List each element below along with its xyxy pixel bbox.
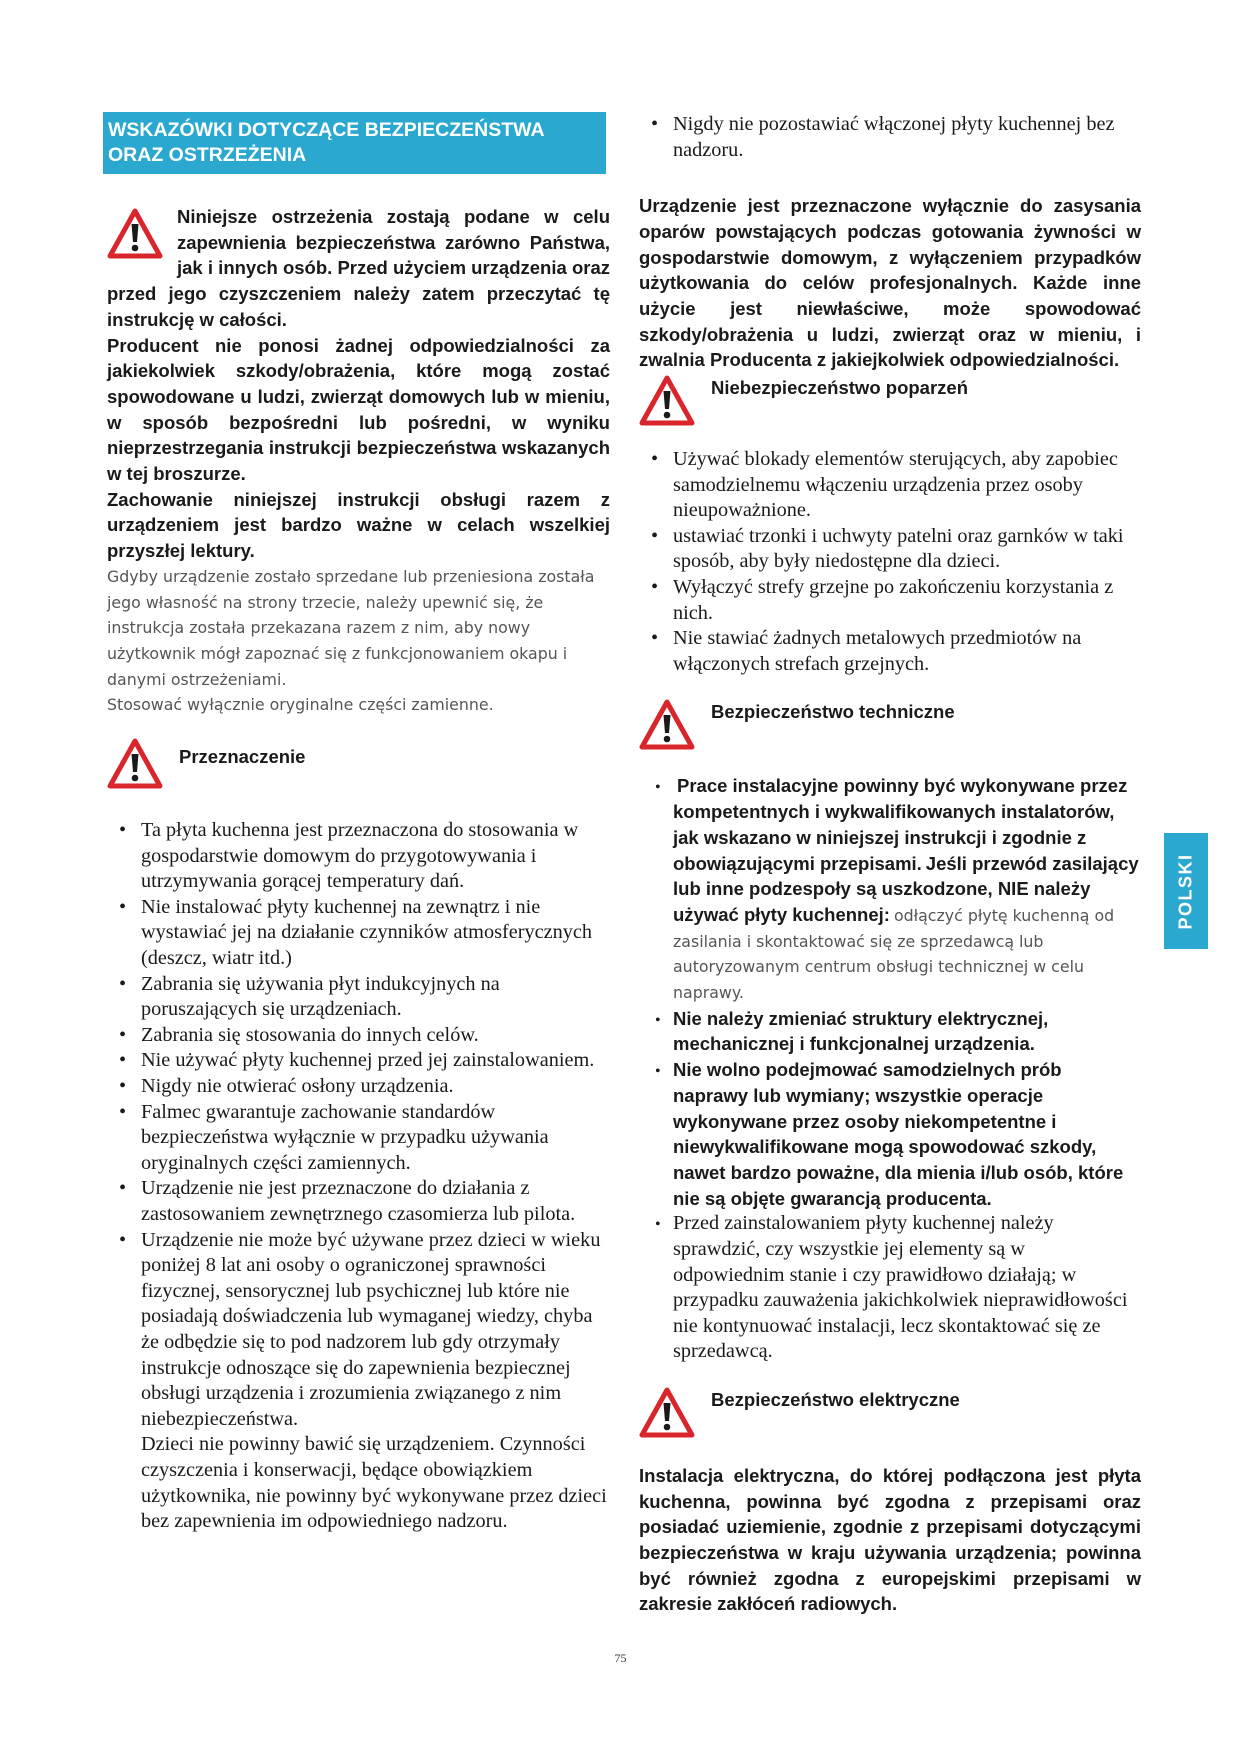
section-header: [103, 112, 606, 174]
burn-list: [639, 447, 1141, 677]
list-item: • Ta płyta kuchenna jest przeznaczona do stosowania w gospodarstwie domowym do przygotowywania i utrzymywania gorącej temperatury dań.: [107, 818, 610, 895]
warning-icon: [639, 699, 695, 751]
burn-heading: [639, 375, 1141, 427]
tech-heading: [639, 699, 1141, 751]
electrical-text: Instalacja elektryczna, do której podłączona jest płyta kuchenna, powinna być zgodna z przepisami oraz posiadać uziemienie, zgodnie z przepisami dotyczącymi bezpieczeństwa w kraju używania urządzenia; powinna być również zgodna z europejskimi przepisami w zakresie zakłóceń radiowych.: [639, 1464, 1141, 1615]
liability-text: Producent nie ponosi żadnej odpowiedzialności za jakiekolwiek szkody/obrażenia, które mogą zostać spowodowane u ludzi, zwierząt domowych lub w mieniu, w sposób bezpośredni lub pośredni, w wyniku nieprzestrzegania instrukcji bezpieczeństwa wskazanych w tej broszurze.: [107, 334, 610, 485]
list-item: • Nie stawiać żadnych metalowych przedmiotów na włączonych strefach grzejnych.: [639, 626, 1141, 677]
list-item: • Nie używać płyty kuchennej przed jej zainstalowaniem.: [107, 1048, 610, 1074]
warning-icon: [639, 1387, 695, 1439]
keep-manual-text: Zachowanie niniejszej instrukcji obsługi razem z urządzeniem jest bardzo ważne w celach wszelkiej przyszłej lektury.: [107, 488, 610, 562]
burn-title: Niebezpieczeństwo poparzeń: [711, 377, 968, 399]
list-item: • Nigdy nie otwierać osłony urządzenia.: [107, 1074, 610, 1100]
elec-heading: [639, 1387, 1141, 1439]
language-tab: [1164, 833, 1208, 949]
left-column: [107, 112, 610, 1535]
list-item: • Zabrania się używania płyt indukcyjnych na poruszających się urządzeniach.: [107, 972, 610, 1023]
list-item: • Urządzenie nie jest przeznaczone do działania z zastosowaniem zewnętrznego czasomierza lub pilota.: [107, 1176, 610, 1227]
tech-title: Bezpieczeństwo techniczne: [711, 701, 955, 723]
purpose-list: [107, 818, 610, 1432]
list-item: • Nie instalować płyty kuchennej na zewnątrz i nie wystawiać jej na działanie czynników atmosferycznych (deszcz, wiatr itd.): [107, 895, 610, 972]
intro-text: Niniejsze ostrzeżenia zostają podane w celu zapewnienia bezpieczeństwa zarówno Państwa, jak i innych osób. Przed użyciem urządzenia oraz przed jego czyszczeniem należy zatem przeczytać tę instrukcję w całości.: [107, 206, 610, 330]
list-item: • Używać blokady elementów sterujących, aby zapobiec samodzielnemu włączeniu urządzenia przez osoby nieupoważnione.: [639, 447, 1141, 524]
intro-block: [107, 204, 610, 718]
list-item: [639, 1006, 1141, 1057]
warning-icon: [639, 375, 695, 427]
tech-list: [639, 773, 1141, 1365]
purpose-heading: [107, 738, 610, 790]
warning-icon: [107, 738, 163, 790]
list-item: • Nigdy nie pozostawiać włączonej płyty kuchennej bez nadzoru.: [639, 112, 1141, 163]
list-item: • ustawiać trzonki i uchwyty patelni oraz garnków w taki sposób, aby były niedostępne dla dzieci.: [639, 524, 1141, 575]
tech-item-text: Jeśli przewód zasilający lub inne podzespoły są uszkodzone, NIE należy używać płyty kuchennej:: [673, 852, 1139, 925]
list-item: [639, 773, 1141, 1005]
right-column: [639, 112, 1141, 1617]
warning-icon: [107, 208, 163, 260]
original-parts-text: Stosować wyłącznie oryginalne części zamienne.: [107, 695, 494, 715]
tech-item-text: Nie wolno podejmować samodzielnych prób naprawy lub wymiany; wszystkie operacje wykonywane przez osoby niekompetentne i niewykwalifikowane mogą spowodować szkody, nawet bardzo poważne, dla mienia i/lub osób, które nie są objęte gwarancją producenta.: [673, 1059, 1124, 1209]
list-item: • Zabrania się stosowania do innych celów.: [107, 1023, 610, 1049]
header-title-line2: ORAZ OSTRZEŻENIA: [108, 144, 307, 166]
language-tab-label: POLSKI: [1175, 852, 1196, 930]
ownership-transfer-text: Gdyby urządzenie zostało sprzedane lub przeniesiona została jego własność na strony trzecie, należy upewnić się, że instrukcja została przekazana razem z nim, aby nowy użytkownik mógł zapoznać się z funkcjonowaniem okapu i danymi ostrzeżeniami.: [107, 566, 595, 689]
intended-use-text: Urządzenie jest przeznaczone wyłącznie do zasysania oparów powstających podczas gotowania żywności w gospodarstwie domowym, z wyłączeniem przypadków użytkowania do celów profesjonalnych. Każde inne użycie jest niewłaściwe, może spowodować szkody/obrażenia u ludzi, zwierząt oraz w mieniu, i zwalnia Producenta z jakiejkolwiek odpowiedzialności.: [639, 195, 1141, 371]
list-item: [639, 1211, 1141, 1365]
list-item: • Wyłączyć strefy grzejne po zakończeniu korzystania z nich.: [639, 575, 1141, 626]
tech-item-text: Prace instalacyjne powinny być wykonywane przez kompetentnych i wykwalifikowanych instalatorów, jak wskazano w niniejszej instrukcji i zgodnie z obowiązującymi przepisami.: [673, 775, 1128, 874]
list-item: [639, 1057, 1141, 1211]
tech-item-text: Nie należy zmieniać struktury elektrycznej, mechanicznej i funkcjonalnej urządzenia.: [673, 1007, 1049, 1055]
top-list: [639, 112, 1141, 163]
tech-item-text: Przed zainstalowaniem płyty kuchennej należy sprawdzić, czy wszystkie jej elementy są w odpowiednim stanie i czy prawidłowo działają; w przypadku zauważenia jakichkolwiek nieprawidłowości nie kontynuować instalacji, lecz skontaktować się ze sprzedawcą.: [673, 1212, 1128, 1363]
list-item: • Falmec gwarantuje zachowanie standardów bezpieczeństwa wyłącznie w przypadku używania oryginalnych części zamiennych.: [107, 1100, 610, 1177]
purpose-title: Przeznaczenie: [179, 746, 306, 768]
header-title-line1: WSKAZÓWKI DOTYCZĄCE BEZPIECZEŃSTWA: [108, 119, 545, 141]
elec-title: Bezpieczeństwo elektryczne: [711, 1388, 960, 1410]
list-item: • Urządzenie nie może być używane przez dzieci w wieku poniżej 8 lat ani osoby o ograniczonej sprawności fizycznej, sensorycznej lub psychicznej lub które nie posiadają doświadczenia lub wymaganej wiedzy, chyba że odbędzie się to pod nadzorem lub gdy otrzymały instrukcje odnoszące się do zapewnienia bezpiecznej obsługi urządzenia i zrozumienia związanego z nim niebezpieczeństwa.: [107, 1228, 610, 1433]
page-number: 75: [614, 1651, 627, 1665]
children-note: Dzieci nie powinny bawić się urządzeniem. Czynności czyszczenia i konserwacji, będące obowiązkiem użytkownika, nie powinny być wykonywane przez dzieci bez zapewnienia im odpowiedniego nadzoru.: [141, 1433, 607, 1533]
tech-item-text: odłączyć płytę kuchenną od zasilania i skontaktować się ze sprzedawcą lub autoryzowanym centrum obsługi technicznej w celu naprawy.: [673, 905, 1115, 1003]
